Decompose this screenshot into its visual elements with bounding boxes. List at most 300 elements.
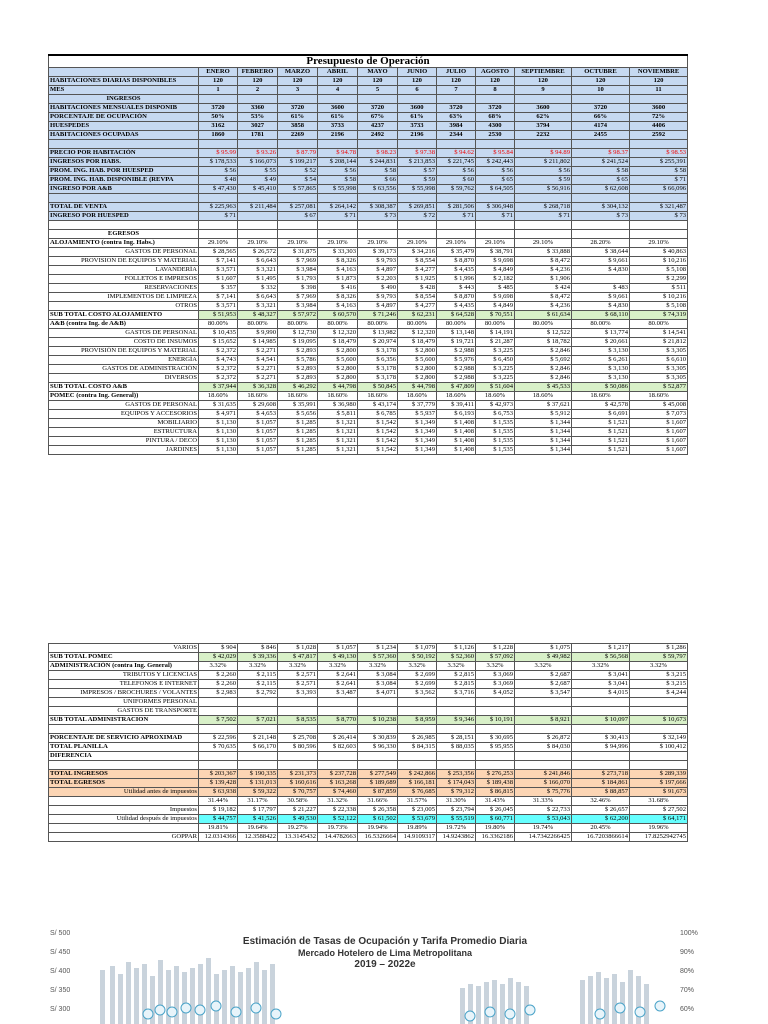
cell bbox=[572, 707, 630, 716]
cell: $ 1,349 bbox=[398, 428, 437, 437]
cell: $ 846 bbox=[238, 644, 278, 653]
row-label: COSTO DE INSUMOS bbox=[49, 338, 199, 347]
cell: $ 56,916 bbox=[515, 185, 572, 194]
cell: $ 1,349 bbox=[398, 419, 437, 428]
cell: 29.10% bbox=[278, 239, 318, 248]
cell: $ 39,336 bbox=[238, 653, 278, 662]
cell: $ 321,487 bbox=[630, 203, 688, 212]
row-label: MOBILIARIO bbox=[49, 419, 199, 428]
cell: 3720 bbox=[572, 104, 630, 113]
cell: $ 1,057 bbox=[318, 644, 358, 653]
cell: $ 5,108 bbox=[630, 266, 688, 275]
row-label bbox=[49, 761, 199, 770]
cell: $ 4,897 bbox=[358, 302, 398, 311]
cell: $ 1,057 bbox=[238, 446, 278, 455]
cell: $ 2,372 bbox=[199, 347, 238, 356]
cell: $ 1,344 bbox=[515, 419, 572, 428]
cell: $ 8,554 bbox=[398, 293, 437, 302]
cell: $ 2,983 bbox=[199, 689, 238, 698]
cell: 3.32% bbox=[278, 662, 318, 671]
row-label: Utilidad después de impuestos bbox=[49, 815, 199, 824]
cell: 17.8252942745 bbox=[630, 833, 688, 842]
cell: $ 268,718 bbox=[515, 203, 572, 212]
cell: $ 60,771 bbox=[476, 815, 515, 824]
cell: $ 1,793 bbox=[278, 275, 318, 284]
cell: $ 5,937 bbox=[398, 410, 437, 419]
cell: 1 bbox=[199, 86, 238, 95]
cell: 19.96% bbox=[630, 824, 688, 833]
cell: $ 22,733 bbox=[515, 806, 572, 815]
cell: 3733 bbox=[318, 122, 358, 131]
cell: $ 208,144 bbox=[318, 158, 358, 167]
cell: $ 1,321 bbox=[318, 446, 358, 455]
chart-bar bbox=[628, 970, 633, 1024]
cell: $ 166,181 bbox=[398, 779, 437, 788]
cell bbox=[630, 140, 688, 149]
cell: $ 1,521 bbox=[572, 437, 630, 446]
table-row bbox=[49, 680, 688, 689]
cell: $ 4,163 bbox=[318, 266, 358, 275]
cell: 19.94% bbox=[358, 824, 398, 833]
cell bbox=[318, 221, 358, 230]
budget-title: Presupuesto de Operación bbox=[49, 55, 688, 68]
cell: $ 22,596 bbox=[199, 734, 238, 743]
table-row bbox=[49, 806, 688, 815]
cell: $ 1,321 bbox=[318, 428, 358, 437]
cell bbox=[238, 752, 278, 761]
cell bbox=[630, 221, 688, 230]
cell: $ 1,542 bbox=[358, 437, 398, 446]
cell: $ 13,982 bbox=[358, 329, 398, 338]
cell bbox=[476, 698, 515, 707]
cell: $ 66,096 bbox=[630, 185, 688, 194]
cell: $ 14,191 bbox=[476, 329, 515, 338]
cell: $ 38,644 bbox=[572, 248, 630, 257]
cell: $ 21,287 bbox=[476, 338, 515, 347]
cell: $ 80,596 bbox=[278, 743, 318, 752]
cell bbox=[238, 194, 278, 203]
cell: 120 bbox=[437, 77, 476, 86]
cell: $ 73 bbox=[630, 212, 688, 221]
cell: $ 2,271 bbox=[238, 365, 278, 374]
cell: 2344 bbox=[437, 131, 476, 140]
cell: $ 213,853 bbox=[398, 158, 437, 167]
cell: $ 30,695 bbox=[476, 734, 515, 743]
table-row bbox=[49, 338, 688, 347]
chart-bar bbox=[118, 974, 123, 1024]
table-row bbox=[49, 401, 688, 410]
cell: 80.00% bbox=[476, 320, 515, 329]
chart-bubble bbox=[251, 1003, 261, 1013]
cell bbox=[199, 140, 238, 149]
cell: $ 2,571 bbox=[278, 680, 318, 689]
cell: $ 26,657 bbox=[572, 806, 630, 815]
cell: $ 174,043 bbox=[437, 779, 476, 788]
cell: 3.32% bbox=[199, 662, 238, 671]
cell: $ 273,718 bbox=[572, 770, 630, 779]
cell: 2196 bbox=[318, 131, 358, 140]
cell bbox=[515, 725, 572, 734]
row-label: RESERVACIONES bbox=[49, 284, 199, 293]
cell bbox=[476, 221, 515, 230]
cell: 29.10% bbox=[358, 239, 398, 248]
cell: $ 4,163 bbox=[318, 302, 358, 311]
cell: 3.32% bbox=[630, 662, 688, 671]
cell: $ 221,745 bbox=[437, 158, 476, 167]
cell: $ 29,608 bbox=[238, 401, 278, 410]
cell: 14.9109317 bbox=[398, 833, 437, 842]
cell: $ 211,484 bbox=[238, 203, 278, 212]
cell: $ 199,217 bbox=[278, 158, 318, 167]
cell: 19.74% bbox=[515, 824, 572, 833]
left-axis-tick: S/ 500 bbox=[50, 930, 71, 937]
table-row bbox=[49, 185, 688, 194]
cell: 50% bbox=[199, 113, 238, 122]
row-label: MES bbox=[49, 86, 199, 95]
table-row bbox=[49, 140, 688, 149]
table-row bbox=[49, 671, 688, 680]
table-row bbox=[49, 374, 688, 383]
cell: $ 257,081 bbox=[278, 203, 318, 212]
table-row bbox=[49, 734, 688, 743]
row-label: ENERGÍA bbox=[49, 356, 199, 365]
cell bbox=[238, 698, 278, 707]
cell: 18.60% bbox=[437, 392, 476, 401]
cell: $ 61,502 bbox=[358, 815, 398, 824]
cell: $ 84,315 bbox=[398, 743, 437, 752]
table-row bbox=[49, 779, 688, 788]
cell: $ 3,225 bbox=[476, 365, 515, 374]
table-row bbox=[49, 707, 688, 716]
cell: 3027 bbox=[238, 122, 278, 131]
cell: $ 9,990 bbox=[238, 329, 278, 338]
month-header: SEPTIEMBRE bbox=[515, 68, 572, 77]
cell: $ 56 bbox=[318, 167, 358, 176]
cell bbox=[630, 230, 688, 239]
cell: $ 2,846 bbox=[515, 365, 572, 374]
cell: 28.20% bbox=[572, 239, 630, 248]
chart-bar bbox=[100, 970, 105, 1024]
row-label: A&B (contra Ing. de A&B) bbox=[49, 320, 199, 329]
cell: $ 76,685 bbox=[398, 788, 437, 797]
cell: $ 3,225 bbox=[476, 374, 515, 383]
cell: $ 139,428 bbox=[199, 779, 238, 788]
table-row bbox=[49, 284, 688, 293]
cell: $ 14,541 bbox=[630, 329, 688, 338]
cell: $ 178,533 bbox=[199, 158, 238, 167]
cell: $ 64,171 bbox=[630, 815, 688, 824]
cell: $ 36,328 bbox=[238, 383, 278, 392]
cell bbox=[398, 230, 437, 239]
cell: $ 60,570 bbox=[318, 311, 358, 320]
row-label bbox=[49, 221, 199, 230]
cell: $ 4,277 bbox=[398, 302, 437, 311]
cell: $ 45,008 bbox=[630, 401, 688, 410]
cell: 12.3588422 bbox=[238, 833, 278, 842]
chart-bar bbox=[580, 980, 585, 1024]
cell: $ 94.62 bbox=[437, 149, 476, 158]
cell: $ 35,991 bbox=[278, 401, 318, 410]
cell: $ 3,215 bbox=[630, 671, 688, 680]
cell: $ 56 bbox=[199, 167, 238, 176]
table-row bbox=[49, 815, 688, 824]
cell: 29.10% bbox=[630, 239, 688, 248]
cell: $ 8,870 bbox=[437, 293, 476, 302]
cell: $ 6,193 bbox=[437, 410, 476, 419]
cell: 18.60% bbox=[398, 392, 437, 401]
cell bbox=[278, 230, 318, 239]
cell: $ 253,356 bbox=[437, 770, 476, 779]
row-label: IMPRESOS / BROCHURES / VOLANTES bbox=[49, 689, 199, 698]
cell: $ 189,438 bbox=[476, 779, 515, 788]
cell: $ 485 bbox=[476, 284, 515, 293]
cell: $ 1,285 bbox=[278, 437, 318, 446]
table-row bbox=[49, 743, 688, 752]
cell: $ 1,321 bbox=[318, 419, 358, 428]
cell: $ 75,776 bbox=[515, 788, 572, 797]
cell bbox=[630, 761, 688, 770]
cell: 80.00% bbox=[437, 320, 476, 329]
cell: $ 6,753 bbox=[476, 410, 515, 419]
chart-bar bbox=[206, 958, 211, 1024]
cell bbox=[572, 140, 630, 149]
cell: $ 7,141 bbox=[199, 257, 238, 266]
cell: 80.00% bbox=[318, 320, 358, 329]
row-label: INGRESOS bbox=[49, 95, 199, 104]
table-row bbox=[49, 167, 688, 176]
cell: $ 79,312 bbox=[437, 788, 476, 797]
chart-bubble bbox=[271, 1009, 281, 1019]
cell: 3.32% bbox=[398, 662, 437, 671]
cell bbox=[238, 140, 278, 149]
cell: $ 65 bbox=[572, 176, 630, 185]
cell bbox=[318, 95, 358, 104]
cell: $ 66 bbox=[358, 176, 398, 185]
cell: $ 44,798 bbox=[318, 383, 358, 392]
cell: 62% bbox=[515, 113, 572, 122]
cell: $ 203,367 bbox=[199, 770, 238, 779]
cell: $ 93.26 bbox=[238, 149, 278, 158]
cell bbox=[515, 698, 572, 707]
cell bbox=[515, 752, 572, 761]
cell: 2492 bbox=[358, 131, 398, 140]
cell: 67% bbox=[358, 113, 398, 122]
cell: $ 2,800 bbox=[398, 365, 437, 374]
cell: $ 166,073 bbox=[238, 158, 278, 167]
row-label bbox=[49, 194, 199, 203]
cell bbox=[437, 752, 476, 761]
cell: $ 95,955 bbox=[476, 743, 515, 752]
left-axis-tick: S/ 350 bbox=[50, 987, 71, 994]
cell: $ 73 bbox=[572, 212, 630, 221]
row-label: VARIOS bbox=[49, 644, 199, 653]
table-row bbox=[49, 446, 688, 455]
cell bbox=[278, 698, 318, 707]
cell: $ 1,057 bbox=[238, 428, 278, 437]
cell: $ 2,115 bbox=[238, 671, 278, 680]
cell bbox=[278, 707, 318, 716]
cell: $ 62,608 bbox=[572, 185, 630, 194]
table-row bbox=[49, 176, 688, 185]
cell: $ 53,043 bbox=[515, 815, 572, 824]
cell: $ 1,286 bbox=[630, 644, 688, 653]
cell: $ 57,865 bbox=[278, 185, 318, 194]
cell: $ 95.84 bbox=[476, 149, 515, 158]
cell: $ 4,277 bbox=[398, 266, 437, 275]
cell: $ 264,142 bbox=[318, 203, 358, 212]
cell: $ 244,831 bbox=[358, 158, 398, 167]
table-row bbox=[49, 275, 688, 284]
cell: $ 100,412 bbox=[630, 743, 688, 752]
cell: 66% bbox=[572, 113, 630, 122]
cell: $ 483 bbox=[572, 284, 630, 293]
cell: $ 71 bbox=[515, 212, 572, 221]
row-label: GASTOS DE TRANSPORTE bbox=[49, 707, 199, 716]
cell: $ 184,861 bbox=[572, 779, 630, 788]
cell: $ 31,635 bbox=[199, 401, 238, 410]
row-label: TOTAL PLANILLA bbox=[49, 743, 199, 752]
cell: 120 bbox=[515, 77, 572, 86]
table-row bbox=[49, 410, 688, 419]
cell: $ 27,502 bbox=[630, 806, 688, 815]
cell: 18.60% bbox=[572, 392, 630, 401]
cell: $ 3,130 bbox=[572, 365, 630, 374]
cell: $ 6,785 bbox=[358, 410, 398, 419]
cell: $ 98.23 bbox=[358, 149, 398, 158]
cell: $ 3,716 bbox=[437, 689, 476, 698]
cell: $ 64,528 bbox=[437, 311, 476, 320]
cell: $ 59 bbox=[515, 176, 572, 185]
table-row bbox=[49, 122, 688, 131]
cell: 3720 bbox=[278, 104, 318, 113]
cell: $ 12,730 bbox=[278, 329, 318, 338]
cell: $ 87,859 bbox=[358, 788, 398, 797]
cell: 4174 bbox=[572, 122, 630, 131]
cell: $ 416 bbox=[318, 284, 358, 293]
cell: 19.80% bbox=[476, 824, 515, 833]
cell: $ 55,998 bbox=[318, 185, 358, 194]
cell bbox=[398, 140, 437, 149]
cell: $ 45,410 bbox=[238, 185, 278, 194]
cell bbox=[437, 194, 476, 203]
table-row bbox=[49, 725, 688, 734]
cell bbox=[398, 761, 437, 770]
cell bbox=[278, 725, 318, 734]
cell: $ 3,178 bbox=[358, 374, 398, 383]
row-label: LAVANDERÍA bbox=[49, 266, 199, 275]
budget-table-top bbox=[48, 54, 688, 455]
cell: 3720 bbox=[437, 104, 476, 113]
table-row bbox=[49, 158, 688, 167]
row-label: PRECIO POR HABITACIÓN bbox=[49, 149, 199, 158]
cell: 80.00% bbox=[278, 320, 318, 329]
cell: $ 18,782 bbox=[515, 338, 572, 347]
cell: $ 1,228 bbox=[476, 644, 515, 653]
cell: 18.60% bbox=[238, 392, 278, 401]
row-label: TOTAL DE VENTA bbox=[49, 203, 199, 212]
cell: $ 66,170 bbox=[238, 743, 278, 752]
cell: $ 1,126 bbox=[437, 644, 476, 653]
cell: $ 1,906 bbox=[515, 275, 572, 284]
cell bbox=[398, 194, 437, 203]
row-label: PINTURA / DECO bbox=[49, 437, 199, 446]
cell: $ 91,673 bbox=[630, 788, 688, 797]
cell: $ 21,227 bbox=[278, 806, 318, 815]
cell: 29.10% bbox=[318, 239, 358, 248]
cell: $ 2,271 bbox=[238, 374, 278, 383]
cell: $ 10,216 bbox=[630, 293, 688, 302]
cell: $ 4,830 bbox=[572, 266, 630, 275]
chart-bar bbox=[254, 962, 259, 1024]
cell: $ 42,973 bbox=[476, 401, 515, 410]
cell: $ 1,079 bbox=[398, 644, 437, 653]
cell: $ 58 bbox=[358, 167, 398, 176]
cell: $ 3,041 bbox=[572, 671, 630, 680]
cell: $ 21,812 bbox=[630, 338, 688, 347]
month-header: FEBRERO bbox=[238, 68, 278, 77]
chart-bubble bbox=[525, 1005, 535, 1015]
cell: $ 5,976 bbox=[437, 356, 476, 365]
cell bbox=[358, 698, 398, 707]
row-label: JARDINES bbox=[49, 446, 199, 455]
cell: $ 2,203 bbox=[358, 275, 398, 284]
cell bbox=[398, 221, 437, 230]
month-header: AGOSTO bbox=[476, 68, 515, 77]
cell: $ 63,938 bbox=[199, 788, 238, 797]
cell: $ 2,641 bbox=[318, 680, 358, 689]
cell bbox=[630, 698, 688, 707]
cell bbox=[437, 698, 476, 707]
cell: $ 94,996 bbox=[572, 743, 630, 752]
chart-bubble bbox=[505, 1009, 515, 1019]
table-row bbox=[49, 347, 688, 356]
cell: 13.3145432 bbox=[278, 833, 318, 842]
cell: $ 41,526 bbox=[238, 815, 278, 824]
cell bbox=[630, 752, 688, 761]
cell: $ 50,845 bbox=[358, 383, 398, 392]
chart-bubble bbox=[167, 1007, 177, 1017]
cell: $ 5,811 bbox=[318, 410, 358, 419]
cell: $ 22,338 bbox=[318, 806, 358, 815]
cell: $ 3,571 bbox=[199, 266, 238, 275]
cell bbox=[318, 725, 358, 734]
cell: $ 7,969 bbox=[278, 257, 318, 266]
cell: $ 3,041 bbox=[572, 680, 630, 689]
cell: $ 26,414 bbox=[318, 734, 358, 743]
cell: 1860 bbox=[199, 131, 238, 140]
cell bbox=[318, 140, 358, 149]
cell: 61% bbox=[398, 113, 437, 122]
cell: $ 94.89 bbox=[515, 149, 572, 158]
cell: 4237 bbox=[358, 122, 398, 131]
cell: $ 163,268 bbox=[318, 779, 358, 788]
cell: 80.00% bbox=[630, 320, 688, 329]
cell: $ 95.99 bbox=[199, 149, 238, 158]
left-axis-tick: S/ 400 bbox=[50, 968, 71, 975]
chart-bar bbox=[516, 982, 521, 1024]
chart-years: 2019 – 2022e bbox=[354, 959, 416, 970]
cell: $ 55 bbox=[238, 167, 278, 176]
cell: $ 1,130 bbox=[199, 428, 238, 437]
cell bbox=[358, 221, 398, 230]
row-label: INGRESO POR HUESPED bbox=[49, 212, 199, 221]
row-label: GASTOS DE PERSONAL bbox=[49, 248, 199, 257]
cell: $ 3,547 bbox=[515, 689, 572, 698]
cell: 80.00% bbox=[572, 320, 630, 329]
cell: $ 59,322 bbox=[238, 788, 278, 797]
cell: $ 4,236 bbox=[515, 266, 572, 275]
cell: $ 2,893 bbox=[278, 347, 318, 356]
